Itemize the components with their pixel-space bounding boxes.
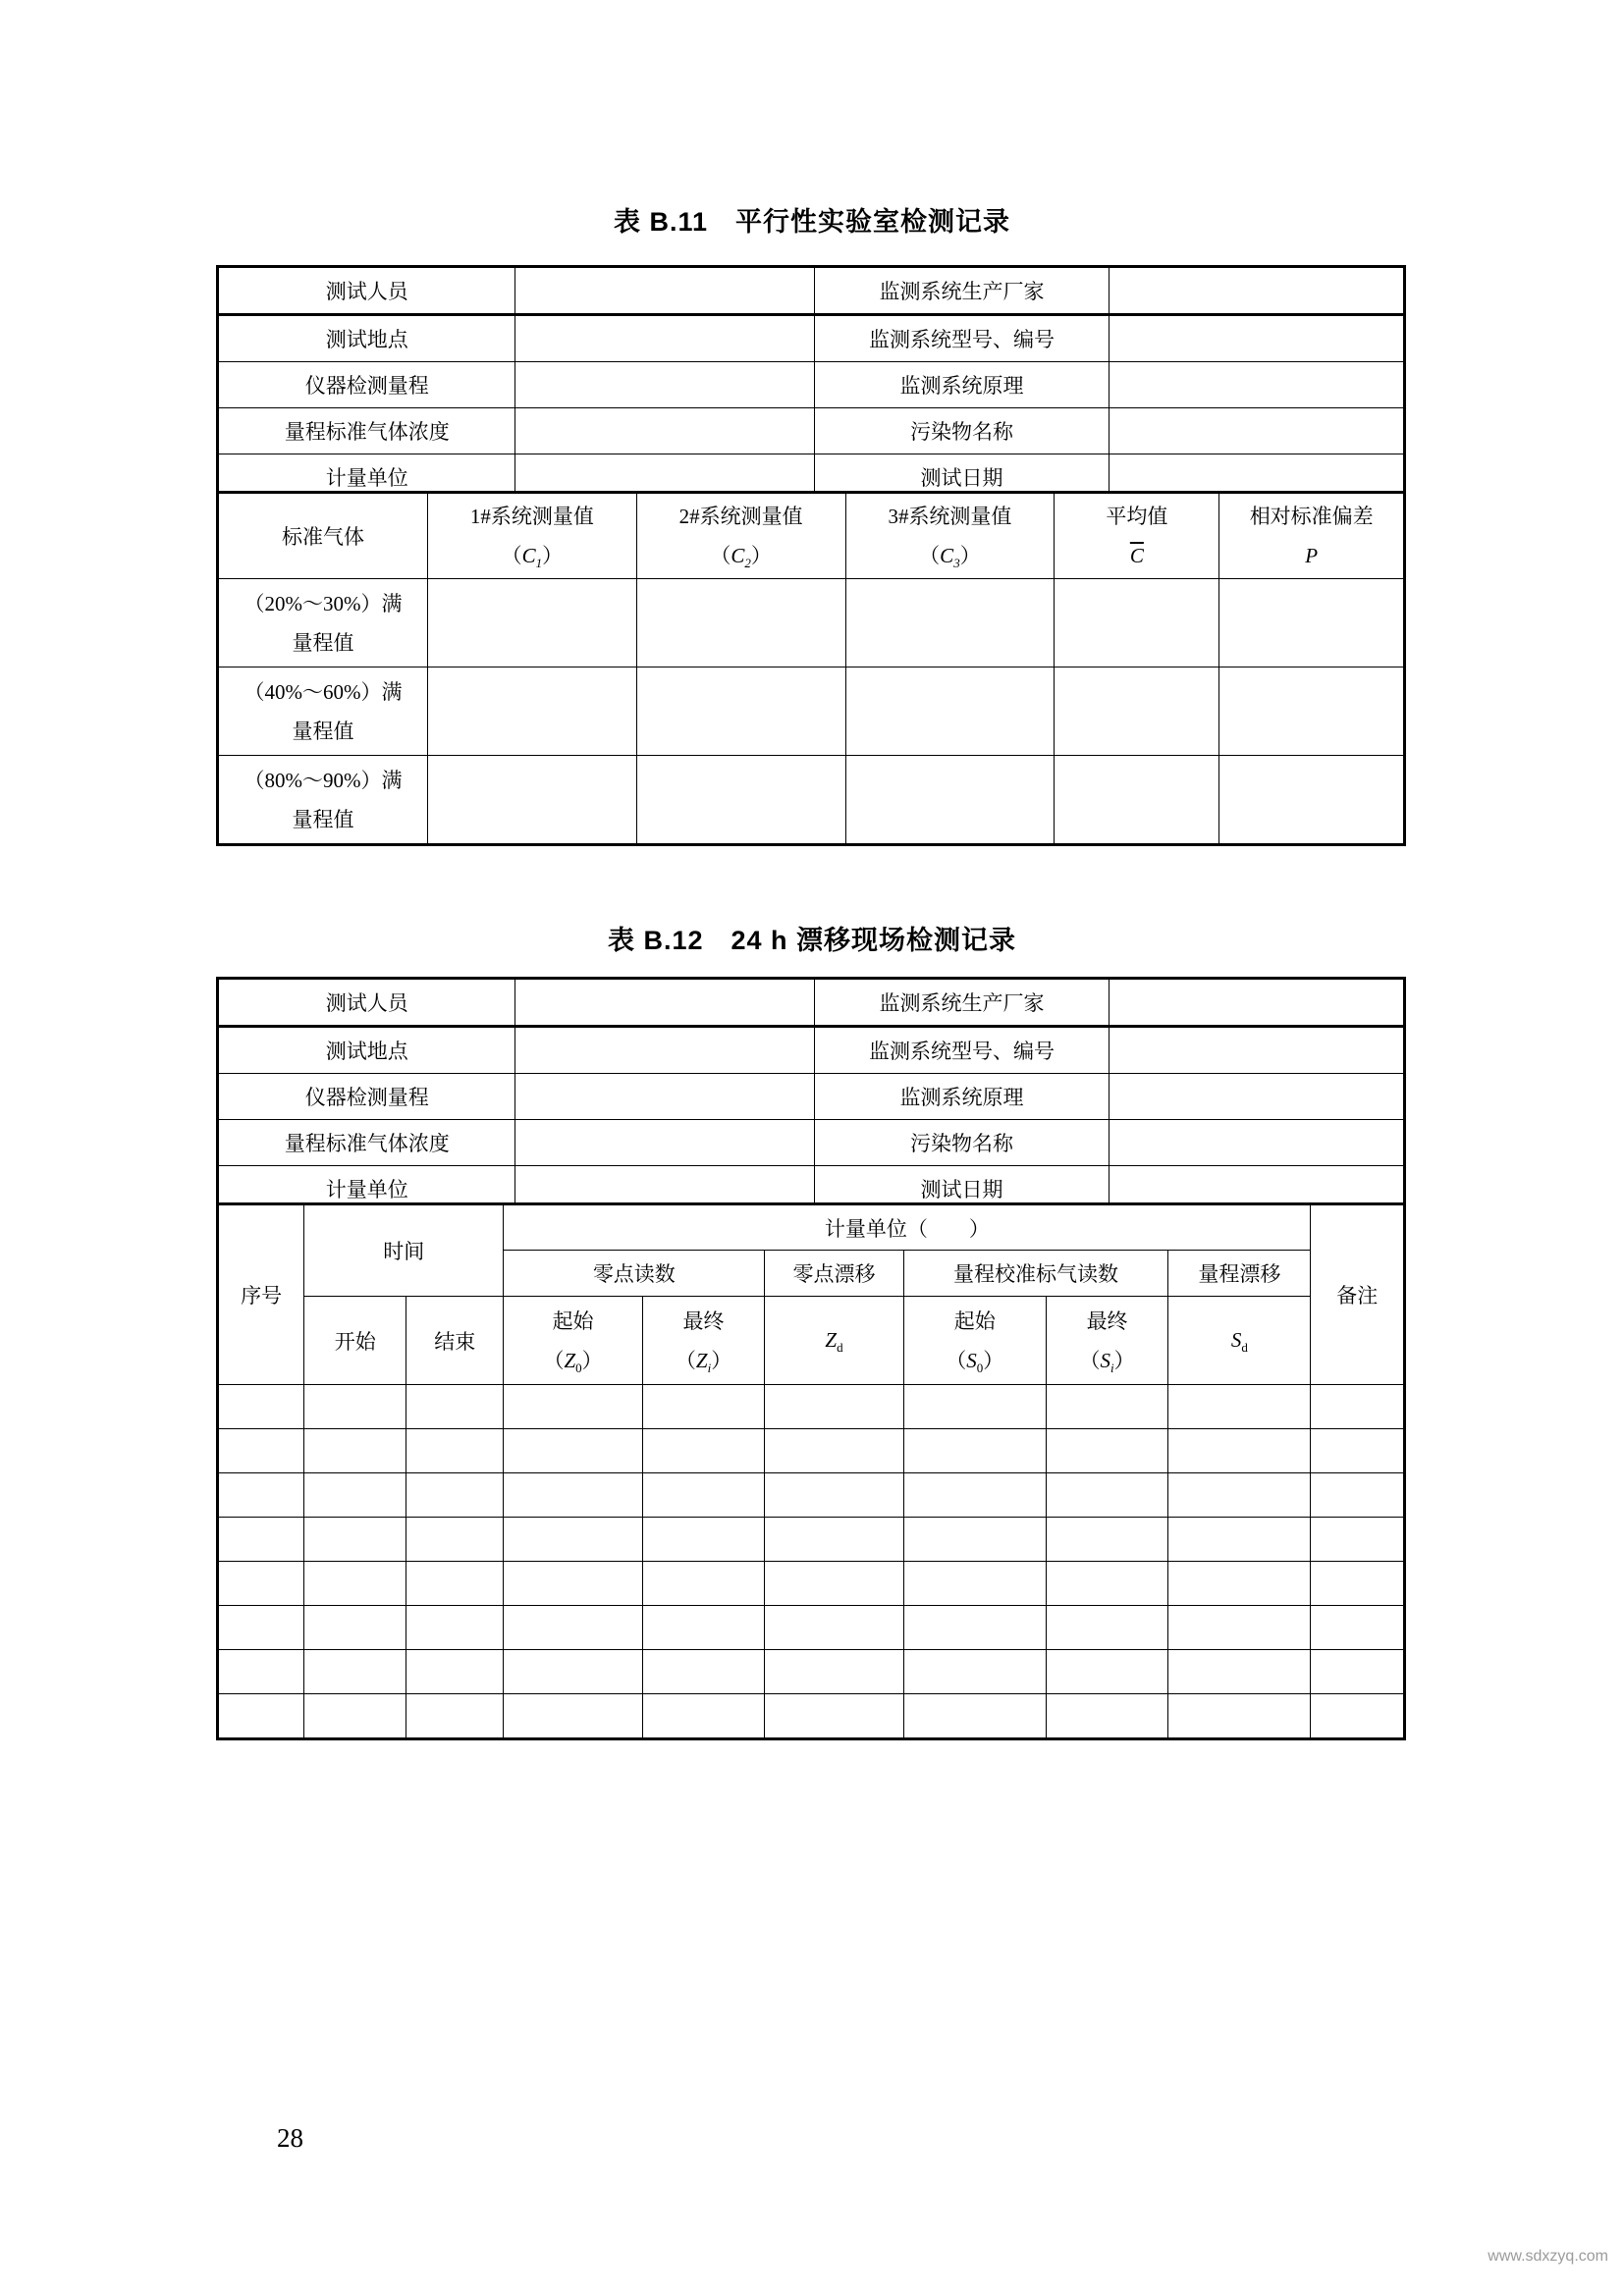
info-value: [1109, 408, 1404, 454]
info-label: 测试日期: [815, 454, 1110, 502]
header-sd: $S_d$: [1168, 1297, 1311, 1385]
header-rsd: 相对标准偏差 P: [1219, 493, 1405, 579]
body-cell: [1046, 1694, 1168, 1739]
info-label: 仪器检测量程: [218, 362, 515, 408]
header-time: 时间: [304, 1204, 504, 1297]
body-cell: [504, 1518, 642, 1562]
header-zd: $Z_d$: [765, 1297, 903, 1385]
row-label: （40%～60%）满 量程值: [218, 667, 428, 756]
info-value: [1109, 267, 1404, 315]
body-cell: [642, 1694, 765, 1739]
info-value: [1109, 315, 1404, 362]
info-value: [1109, 979, 1404, 1027]
table-b12-info: [216, 977, 1406, 1214]
body-cell: [406, 1606, 504, 1650]
info-value: [515, 315, 815, 362]
info-label: 测试地点: [218, 315, 515, 362]
header-sys1: 1#系统测量值 $(C_1)$: [427, 493, 636, 579]
data-cell: [427, 756, 636, 845]
body-cell: [1168, 1385, 1311, 1429]
info-label: 监测系统生产厂家: [815, 979, 1110, 1027]
info-value: [1109, 362, 1404, 408]
table-b11-measurements: [216, 491, 1406, 846]
data-cell: [1219, 667, 1405, 756]
data-cell: [1055, 667, 1219, 756]
info-label: 监测系统原理: [815, 362, 1110, 408]
header-zi: 最终 $(Z_i)$: [642, 1297, 765, 1385]
data-cell: [427, 579, 636, 667]
body-cell: [304, 1518, 406, 1562]
header-span-drift: 量程漂移: [1168, 1251, 1311, 1297]
body-cell: [1168, 1606, 1311, 1650]
body-cell: [504, 1473, 642, 1518]
body-cell: [1168, 1473, 1311, 1518]
body-cell: [406, 1385, 504, 1429]
body-cell: [765, 1518, 903, 1562]
info-label: 污染物名称: [815, 408, 1110, 454]
header-mean: 平均值 $\overline{C}$: [1055, 493, 1219, 579]
body-cell: [1311, 1385, 1405, 1429]
header-seq: 序号: [218, 1204, 304, 1385]
body-cell: [1046, 1562, 1168, 1606]
body-cell: [903, 1429, 1046, 1473]
data-cell: [636, 756, 845, 845]
body-cell: [218, 1694, 304, 1739]
data-cell: [1219, 579, 1405, 667]
body-cell: [642, 1429, 765, 1473]
header-unit: 计量单位（ ）: [504, 1204, 1311, 1251]
header-sys3: 3#系统测量值 $(C_3)$: [845, 493, 1055, 579]
body-cell: [903, 1518, 1046, 1562]
info-label: 监测系统型号、编号: [815, 1027, 1110, 1074]
body-cell: [765, 1694, 903, 1739]
data-cell: [845, 579, 1055, 667]
info-label: 测试日期: [815, 1166, 1110, 1213]
info-value: [515, 267, 815, 315]
header-sys2: 2#系统测量值 $(C_2)$: [636, 493, 845, 579]
body-cell: [218, 1650, 304, 1694]
info-value: [1109, 1027, 1404, 1074]
info-label: 计量单位: [218, 1166, 515, 1213]
body-cell: [1046, 1429, 1168, 1473]
body-cell: [218, 1385, 304, 1429]
info-value: [515, 1074, 815, 1120]
data-cell: [427, 667, 636, 756]
body-cell: [903, 1650, 1046, 1694]
data-cell: [636, 667, 845, 756]
body-cell: [504, 1606, 642, 1650]
body-cell: [304, 1694, 406, 1739]
body-cell: [1046, 1518, 1168, 1562]
body-cell: [304, 1562, 406, 1606]
data-cell: [1055, 756, 1219, 845]
body-cell: [642, 1473, 765, 1518]
header-s0: 起始 $(S_0)$: [903, 1297, 1046, 1385]
body-cell: [1046, 1473, 1168, 1518]
info-label: 量程标准气体浓度: [218, 1120, 515, 1166]
table-b11-info: [216, 265, 1406, 503]
body-cell: [406, 1518, 504, 1562]
page-number: 28: [277, 2123, 303, 2153]
body-cell: [406, 1473, 504, 1518]
body-cell: [504, 1694, 642, 1739]
info-label: 仪器检测量程: [218, 1074, 515, 1120]
info-label: 测试人员: [218, 267, 515, 315]
body-cell: [1046, 1650, 1168, 1694]
header-end: 结束: [406, 1297, 504, 1385]
body-cell: [304, 1429, 406, 1473]
info-value: [515, 1027, 815, 1074]
info-label: 计量单位: [218, 454, 515, 502]
body-cell: [1168, 1518, 1311, 1562]
body-cell: [304, 1473, 406, 1518]
data-cell: [1219, 756, 1405, 845]
body-cell: [903, 1562, 1046, 1606]
body-cell: [218, 1562, 304, 1606]
header-zero-drift: 零点漂移: [765, 1251, 903, 1297]
info-value: [1109, 1120, 1404, 1166]
body-cell: [218, 1429, 304, 1473]
body-cell: [903, 1694, 1046, 1739]
info-label: 监测系统型号、编号: [815, 315, 1110, 362]
body-cell: [1311, 1606, 1405, 1650]
body-cell: [1311, 1562, 1405, 1606]
body-cell: [765, 1606, 903, 1650]
site-watermark: www.sdxzyq.com: [1488, 2248, 1608, 2265]
body-cell: [504, 1429, 642, 1473]
body-cell: [642, 1606, 765, 1650]
body-cell: [1311, 1694, 1405, 1739]
info-label: 测试人员: [218, 979, 515, 1027]
table-b11-title: 表 B.11 平行性实验室检测记录: [613, 207, 1011, 237]
body-cell: [765, 1473, 903, 1518]
body-cell: [765, 1562, 903, 1606]
body-cell: [642, 1562, 765, 1606]
row-label: （80%～90%）满 量程值: [218, 756, 428, 845]
header-zero-reading: 零点读数: [504, 1251, 765, 1297]
body-cell: [218, 1473, 304, 1518]
body-cell: [304, 1650, 406, 1694]
header-span-reading: 量程校准标气读数: [903, 1251, 1168, 1297]
body-cell: [765, 1385, 903, 1429]
body-cell: [218, 1606, 304, 1650]
header-si: 最终 $(S_i)$: [1046, 1297, 1168, 1385]
body-cell: [1311, 1429, 1405, 1473]
info-value: [515, 979, 815, 1027]
header-std-gas: 标准气体: [218, 493, 428, 579]
body-cell: [1168, 1562, 1311, 1606]
body-cell: [1168, 1650, 1311, 1694]
body-cell: [504, 1650, 642, 1694]
info-value: [1109, 1074, 1404, 1120]
body-cell: [406, 1694, 504, 1739]
info-label: 量程标准气体浓度: [218, 408, 515, 454]
body-cell: [903, 1473, 1046, 1518]
body-cell: [406, 1562, 504, 1606]
body-cell: [1168, 1694, 1311, 1739]
data-cell: [1055, 579, 1219, 667]
header-remark: 备注: [1311, 1204, 1405, 1385]
body-cell: [504, 1562, 642, 1606]
table-b12-drift: [216, 1202, 1406, 1740]
body-cell: [1311, 1650, 1405, 1694]
info-value: [515, 408, 815, 454]
info-value: [515, 362, 815, 408]
body-cell: [304, 1606, 406, 1650]
body-cell: [1168, 1429, 1311, 1473]
body-cell: [1311, 1518, 1405, 1562]
body-cell: [765, 1650, 903, 1694]
body-cell: [218, 1518, 304, 1562]
info-label: 测试地点: [218, 1027, 515, 1074]
body-cell: [642, 1518, 765, 1562]
body-cell: [1046, 1385, 1168, 1429]
body-cell: [765, 1429, 903, 1473]
data-cell: [845, 667, 1055, 756]
data-cell: [636, 579, 845, 667]
info-label: 监测系统原理: [815, 1074, 1110, 1120]
body-cell: [504, 1385, 642, 1429]
table-b12-title: 表 B.12 24 h 漂移现场检测记录: [607, 926, 1017, 955]
body-cell: [903, 1606, 1046, 1650]
row-label: （20%～30%）满 量程值: [218, 579, 428, 667]
body-cell: [642, 1650, 765, 1694]
info-label: 监测系统生产厂家: [815, 267, 1110, 315]
body-cell: [304, 1385, 406, 1429]
body-cell: [1311, 1473, 1405, 1518]
body-cell: [406, 1650, 504, 1694]
data-cell: [845, 756, 1055, 845]
header-start: 开始: [304, 1297, 406, 1385]
info-value: [515, 1120, 815, 1166]
info-label: 污染物名称: [815, 1120, 1110, 1166]
body-cell: [642, 1385, 765, 1429]
body-cell: [903, 1385, 1046, 1429]
header-z0: 起始 $(Z_0)$: [504, 1297, 642, 1385]
body-cell: [406, 1429, 504, 1473]
body-cell: [1046, 1606, 1168, 1650]
